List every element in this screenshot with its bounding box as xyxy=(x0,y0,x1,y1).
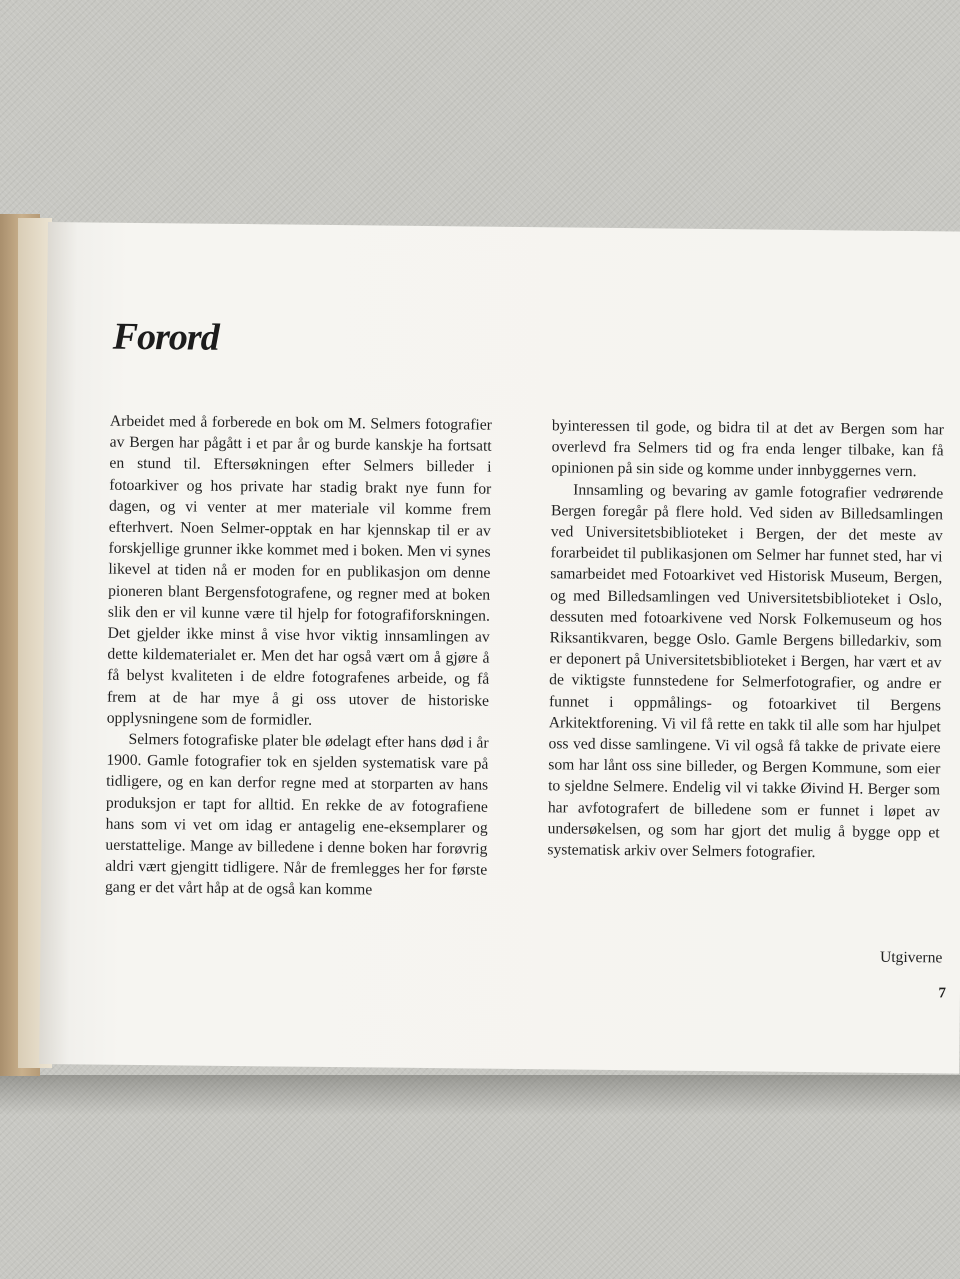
paragraph: Arbeidet med å forberede en bok om M. Selmers fotografier av Bergen har pågått i et par år og burde kanskje ha fortsatt en stund til. Eftersøkningen efter Selmers billeder i fotoarkiver og hos private har stadig brakt nye funn for dagen, og vi venter at mer materiale vil komme frem efterhvert. Noen Selmer-opptak en har kjennskap til er av forskjellige grunner ikke kommet med i boken. Men vi synes likevel at tiden nå er moden for en publikasjon om denne pioneren blant Bergensfotografene, og regner med at boken slik den er vil kunne være til hjelp for fotografiforskningen. Det gjelder ikke minst å vise hvor viktig innsamlingen av dette kildematerialet er. Men det har også vært om å gjøre å få belyst kvaliteten i de eldre fotografenes arbeide, og få frem at de har mye å gi oss utover de historiske opplysningene som de formidler. xyxy=(106,412,492,729)
paragraph: Innsamling og bevaring av gamle fotografier vedrørende Bergen foregår på flere hold. Ved siden av Billedsamlingen ved Universitetsbiblioteket i Bergen, der det meste av forarbeidet til publikasjonen om Selmer har funnet sted, har vi samarbeidet med Fotoarkivet ved Historisk Museum, Bergen, og med Billedsamlingen ved Universitetsbiblioteket i Oslo, dessuten med fotoarkivene ved Norsk Folkemuseum og hos Riksantikvaren, begge Oslo. Gamle Bergens billedarkiv, som er deponert på Universitetsbiblioteket i Bergen, har vært et av de viktigste funnstedene for Selmerfotografier, og andre er funnet i oppmålings- og fotoarkivet til Bergens Arkitektforening. Vi vil få rette en takk til alle som har hjulpet oss ved disse samlingene. Vi vil også få takke de private eiere som har lånt oss sine billeder, og Bergen Kommune, som eier to sjeldne Selmere. Endelig vil vi takke Øivind H. Berger som har avfotografert de billedene som er funnet i løpet av undersøkelsen, og som har gjort det mulig å bygge opp et systematisk arkiv over Selmers fotografier. xyxy=(547,481,944,862)
book-page xyxy=(39,222,960,1074)
signature: Utgiverne xyxy=(879,948,943,967)
paragraph: Selmers fotografiske plater ble ødelagt efter hans død i år 1900. Gamle fotografier tok en sjelden systematisk vare på tidligere, og en kan derfor regne med at storparten av hans produksjon er tapt for alltid. En rekke de av fotografiene hans som vi vet om idag er antagelig ene-eksemplarer og uerstattelige. Mange av billedene i denne boken har forøvrig aldri vært gjengitt tidligere. Når de fremlegges her for første gang er det vårt håp at de også kan komme xyxy=(104,730,489,899)
page-title: Forord xyxy=(112,315,219,359)
right-column xyxy=(547,415,944,864)
page-number: 7 xyxy=(938,985,947,1002)
paragraph: byinteressen til gode, og bidra til at det av Bergen som har overlevd fra Selmers tid og fra enda lenger tilbake, kan få opinionen på sin side og komme under innbyggernes vern. xyxy=(551,417,944,481)
page-shadow xyxy=(0,1075,960,1115)
left-column xyxy=(105,411,492,903)
